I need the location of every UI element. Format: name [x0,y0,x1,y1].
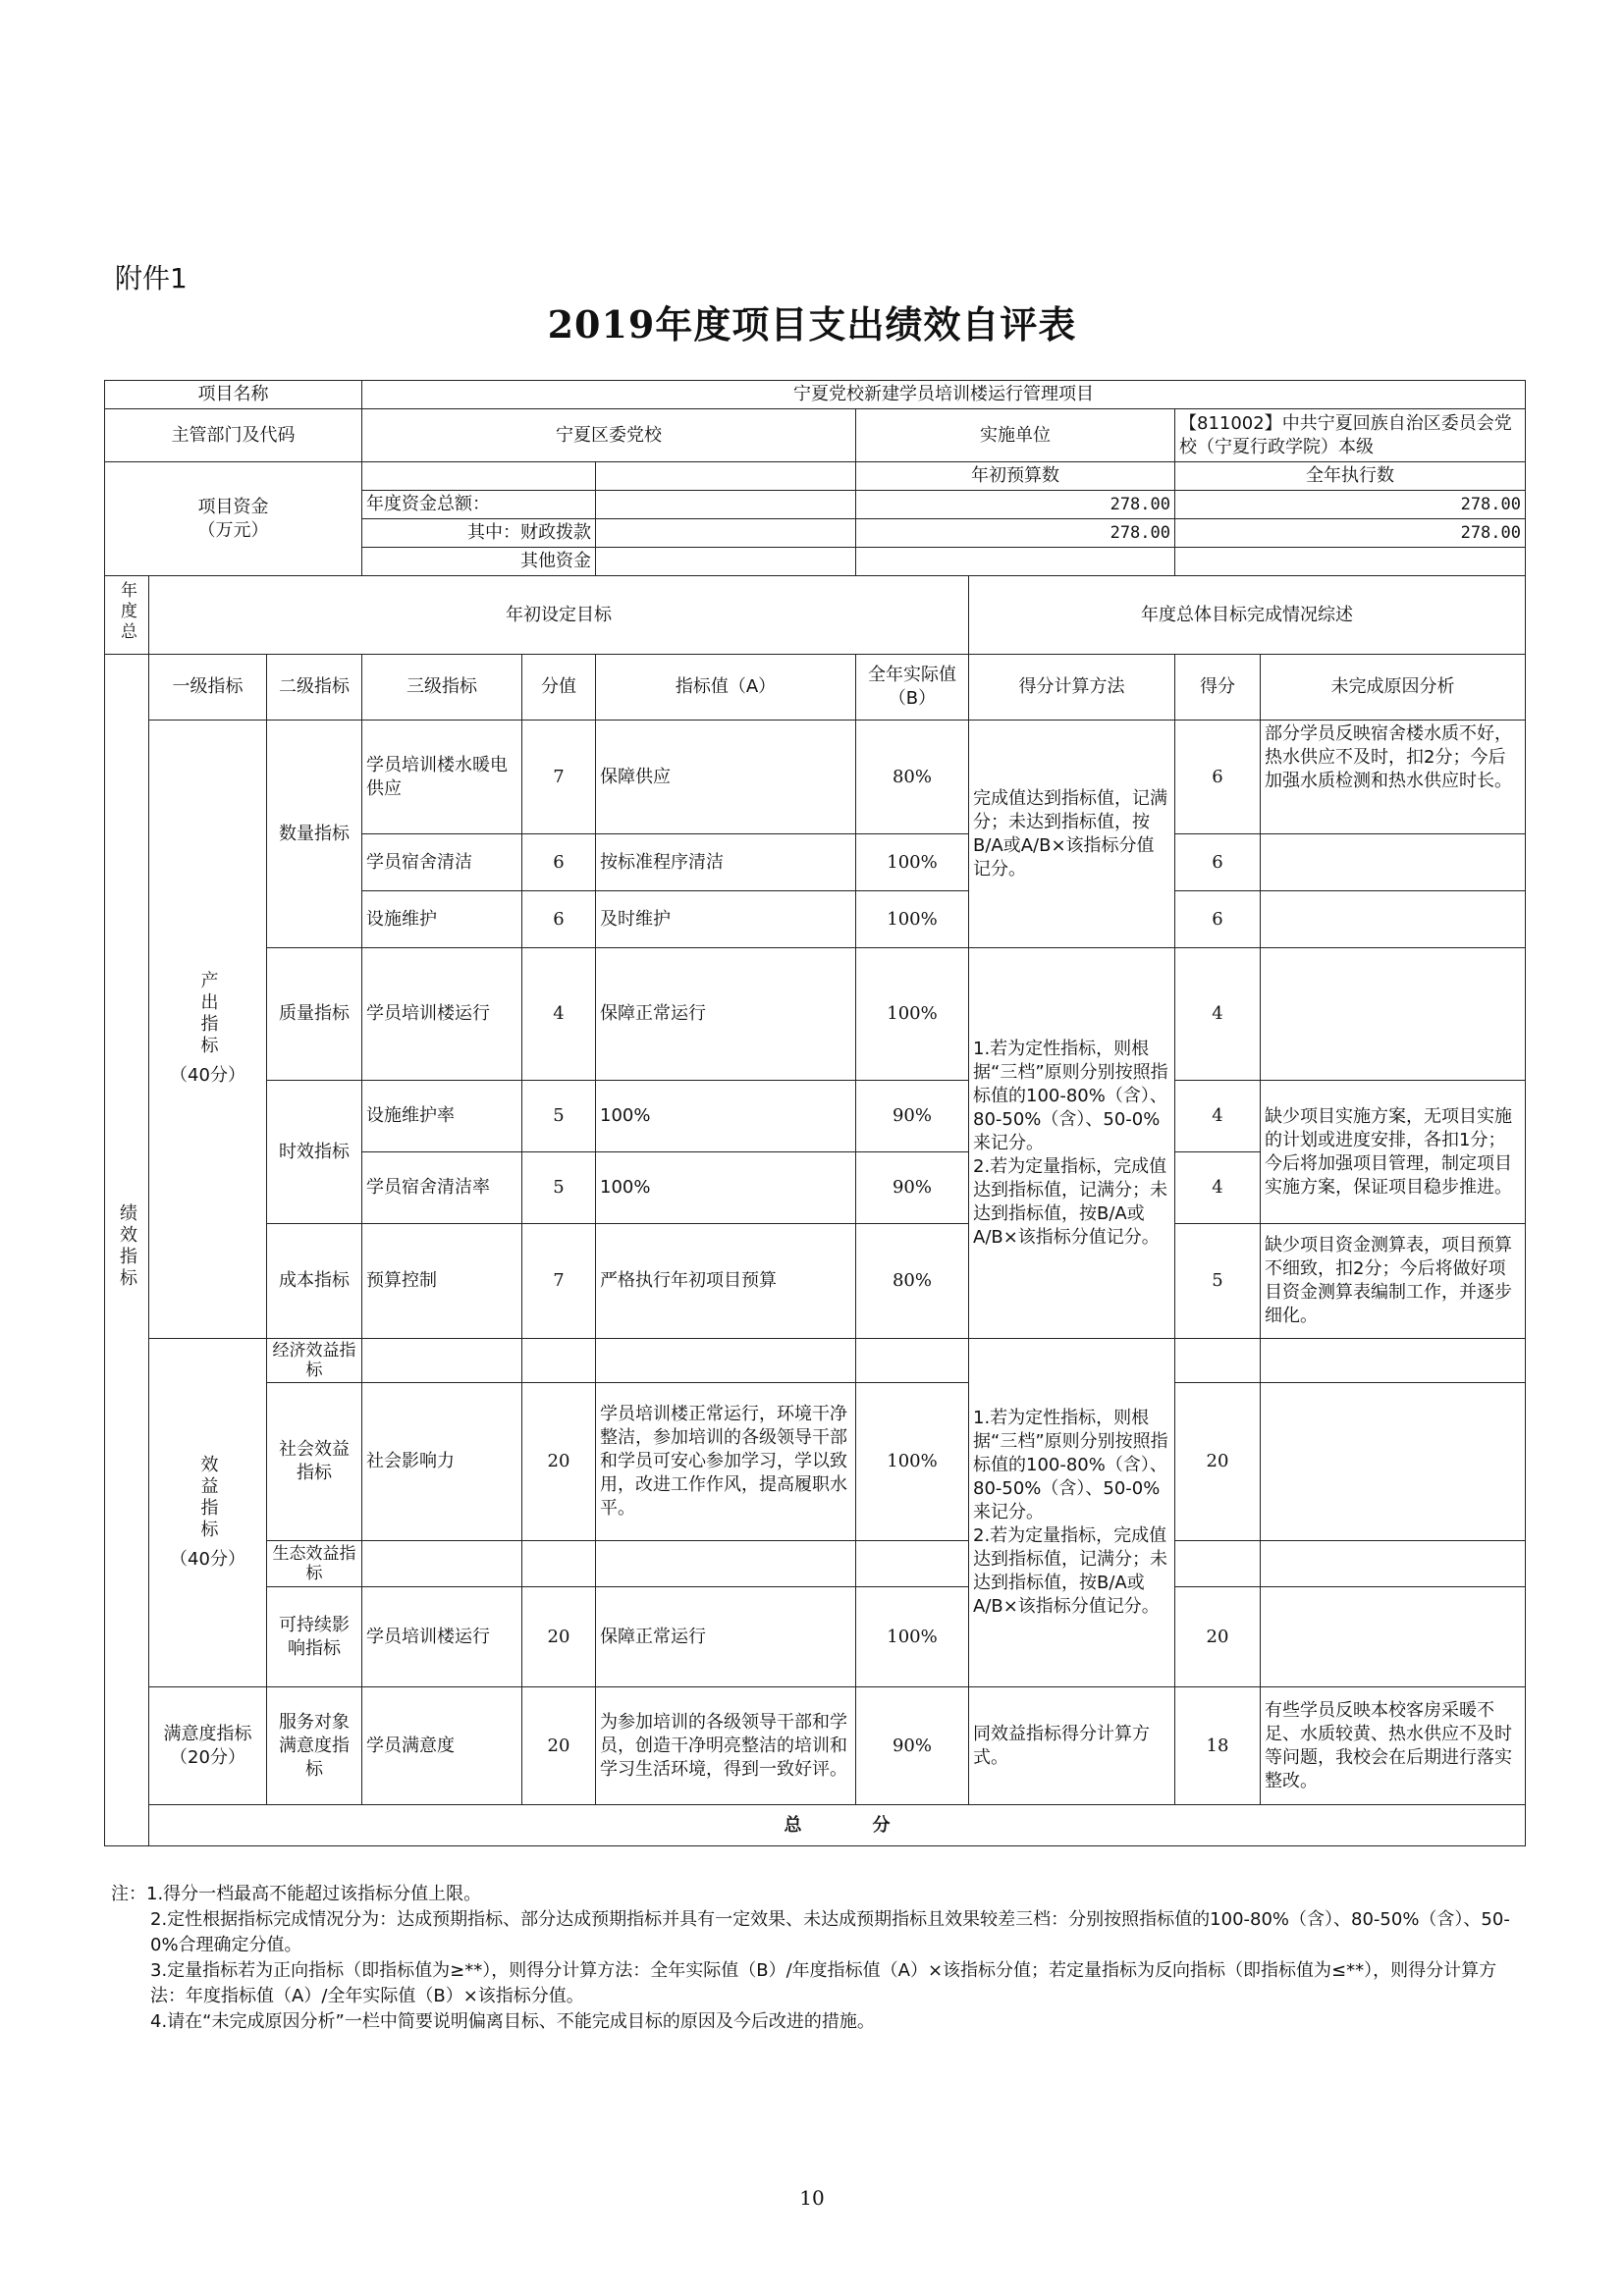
table-row [105,1541,1526,1587]
quantity-indicator-label: 数量指标 [267,721,362,948]
cell-l3: 设施维护率 [362,1081,522,1152]
cell-score: 4 [1175,1152,1261,1224]
cell-value: 5 [522,1152,596,1224]
cell-target: 学员培训楼正常运行，环境干净整洁，参加培训的各级领导干部和学员可安心参加学习，学以致用，改进工作作风，提高履职水平。 [596,1383,856,1541]
row-annual-goals [105,576,1526,655]
cell-actual: 100% [856,834,969,891]
satisfaction-l2: 服务对象满意度指标 [267,1687,362,1805]
cell-actual: 100% [856,891,969,948]
col-level3: 三级指标 [362,655,522,721]
funds-col-exec: 全年执行数 [1175,462,1526,491]
method-line-1: 1.若为定性指标，则根据“三档”原则分别按照指标值的100-80%（含）、80-50%（含）、50-0%来记分。 [973,1038,1168,1153]
cell-target: 100% [596,1152,856,1224]
cell-value: 20 [522,1587,596,1687]
row-total [105,1805,1526,1846]
cell-l3: 学员培训楼水暖电供应 [362,721,522,834]
quality-indicator-label: 质量指标 [267,948,362,1081]
funds-label-line1: 项目资金 [197,496,269,517]
cell-actual: 100% [856,948,969,1081]
table-row [105,1587,1526,1687]
cell-value: 5 [522,1081,596,1152]
col-reason: 未完成原因分析 [1261,655,1526,721]
cell-score: 4 [1175,1081,1261,1152]
cost-indicator-label: 成本指标 [267,1224,362,1339]
cell-score: 4 [1175,948,1261,1081]
col-method: 得分计算方法 [969,655,1175,721]
note-4: 4.请在“未完成原因分析”一栏中简要说明偏离目标、不能完成目标的原因及今后改进的措施。 [150,2011,875,2032]
output-indicator-label: 产出指标 （40分） [149,721,267,1339]
cell-l3: 学员宿舍清洁 [362,834,522,891]
reason-water: 部分学员反映宿舍楼水质不好，热水供应不及时，扣2分；今后加强水质检测和热水供应时长。 [1261,721,1526,834]
total-label: 总 分 [149,1805,1526,1846]
cell-actual: 90% [856,1081,969,1152]
funds-total-budget: 278.00 [856,491,1175,519]
benefit-indicator-label: 效益指标 （40分） [149,1339,267,1687]
cell-actual: 80% [856,721,969,834]
cell-score: 20 [1175,1383,1261,1541]
table-row [105,1383,1526,1541]
cell-score: 18 [1175,1687,1261,1805]
funds-total-label: 年度资金总额： [362,491,596,519]
initial-goal-label: 年初设定目标 [149,576,969,655]
method-output-qualitative [969,948,1175,1339]
funds-total-exec: 278.00 [1175,491,1526,519]
row-funds-header [105,462,1526,491]
dept-label: 主管部门及代码 [105,409,362,462]
cell-l3: 学员宿舍清洁率 [362,1152,522,1224]
note-2: 2.定性根据指标完成情况分为：达成预期指标、部分达成预期指标并具有一定效果、未达成预期指标且效果较差三档：分别按照指标值的100-80%（含）、80-50%（含）、50-0%合理确定分值。 [150,1909,1510,1955]
perf-indicator-label: 绩效指标 [105,655,149,1846]
cell-l3: 学员培训楼运行 [362,1587,522,1687]
cell-score: 6 [1175,834,1261,891]
funds-label-line2: （万元） [197,519,269,541]
economic-indicator-label: 经济效益指标 [267,1339,362,1383]
cell-score: 6 [1175,721,1261,834]
funds-col-budget: 年初预算数 [856,462,1175,491]
social-indicator-label: 社会效益指标 [267,1383,362,1541]
self-evaluation-table [104,380,1526,1846]
col-level2: 二级指标 [267,655,362,721]
cell-actual: 90% [856,1687,969,1805]
cell-target: 及时维护 [596,891,856,948]
cell-actual: 100% [856,1587,969,1687]
cell-l3: 学员满意度 [362,1687,522,1805]
cell-value: 6 [522,891,596,948]
unit-value: 【811002】中共宁夏回族自治区委员会党校（宁夏行政学院）本级 [1175,409,1526,462]
goal-summary-label: 年度总体目标完成情况综述 [969,576,1526,655]
sustain-indicator-label: 可持续影响指标 [267,1587,362,1687]
unit-label: 实施单位 [856,409,1175,462]
funds-label [105,462,362,576]
col-score-value: 分值 [522,655,596,721]
funds-fiscal-label: 其中：财政拨款 [362,519,596,548]
cell-value: 4 [522,948,596,1081]
project-name-value: 宁夏党校新建学员培训楼运行管理项目 [362,381,1526,409]
row-project-name [105,381,1526,409]
table-row [105,1687,1526,1805]
note-1: 注：1.得分一档最高不能超过该指标分值上限。 [111,1884,482,1904]
cell-l3: 设施维护 [362,891,522,948]
page-number: 10 [799,2186,825,2210]
method-quantity: 完成值达到指标值，记满分；未达到指标值，按B/A或A/B×该指标分值记分。 [969,721,1175,948]
method-satisfaction: 同效益指标得分计算方式。 [969,1687,1175,1805]
cell-target: 为参加培训的各级领导干部和学员，创造干净明亮整洁的培训和学习生活环境，得到一致好评。 [596,1687,856,1805]
method-line-1: 1.若为定性指标，则根据“三档”原则分别按照指标值的100-80%（含）、80-50%（含）、50-0%来记分。 [973,1408,1168,1522]
cell-target: 严格执行年初项目预算 [596,1224,856,1339]
row-department [105,409,1526,462]
cell-value: 7 [522,721,596,834]
method-benefit [969,1339,1175,1687]
reason-satisfaction: 有些学员反映本校客房采暖不足、水质较黄、热水供应不及时等问题，我校会在后期进行落实整改。 [1261,1687,1526,1805]
annual-goal-side-label: 年度总 [105,576,149,655]
funds-other-label: 其他资金 [362,548,596,576]
cell-l3: 学员培训楼运行 [362,948,522,1081]
cell-actual: 100% [856,1383,969,1541]
note-3: 3.定量指标若为正向指标（即指标值为≥**），则得分计算方法：全年实际值（B）/年度指标值（A）×该指标分值；若定量指标为反向指标（即指标值为≤**），则得分计算方法：年度指标值（A）/全年实际值（B）×该指标分值。 [150,1960,1497,2006]
cell-score: 6 [1175,891,1261,948]
method-line-2: 2.若为定量指标，完成值达到指标值，记满分；未达到指标值，按B/A或A/B×该指标分值记分。 [973,1155,1167,1248]
cell-score: 20 [1175,1587,1261,1687]
cell-target: 保障供应 [596,721,856,834]
col-actual: 全年实际值（B） [856,655,969,721]
cell-target: 保障正常运行 [596,1587,856,1687]
col-target: 指标值（A） [596,655,856,721]
attachment-label: 附件1 [115,262,188,294]
table-row [105,1339,1526,1383]
timeliness-indicator-label: 时效指标 [267,1081,362,1224]
cell-actual: 80% [856,1224,969,1339]
cell-value: 20 [522,1383,596,1541]
cell-l3: 社会影响力 [362,1383,522,1541]
cell-value: 20 [522,1687,596,1805]
method-line-2: 2.若为定量指标，完成值达到指标值，记满分；未达到指标值，按B/A或A/B×该指标分值记分。 [973,1525,1167,1617]
satisfaction-indicator-label: 满意度指标（20分） [149,1687,267,1805]
funds-fiscal-exec: 278.00 [1175,519,1526,548]
table-row [105,948,1526,1081]
dept-value: 宁夏区委党校 [362,409,856,462]
col-score: 得分 [1175,655,1261,721]
funds-fiscal-budget: 278.00 [856,519,1175,548]
project-name-label: 项目名称 [105,381,362,409]
page-title: 2019年度项目支出绩效自评表 [547,302,1077,347]
row-column-headers [105,655,1526,721]
cell-target: 100% [596,1081,856,1152]
cell-value: 7 [522,1224,596,1339]
cell-l3: 预算控制 [362,1224,522,1339]
table-row [105,1224,1526,1339]
table-row [105,721,1526,834]
eco-indicator-label: 生态效益指标 [267,1541,362,1587]
reason-cost: 缺少项目资金测算表，项目预算不细致，扣2分；今后将做好项目资金测算表编制工作，并逐步细化。 [1261,1224,1526,1339]
cell-actual: 90% [856,1152,969,1224]
cell-target: 保障正常运行 [596,948,856,1081]
col-level1: 一级指标 [149,655,267,721]
reason-timeliness: 缺少项目实施方案，无项目实施的计划或进度安排，各扣1分；今后将加强项目管理，制定项目实施方案，保证项目稳步推进。 [1261,1081,1526,1224]
table-row [105,1081,1526,1152]
cell-score: 5 [1175,1224,1261,1339]
cell-value: 6 [522,834,596,891]
cell-target: 按标准程序清洁 [596,834,856,891]
notes [111,1882,1525,2035]
